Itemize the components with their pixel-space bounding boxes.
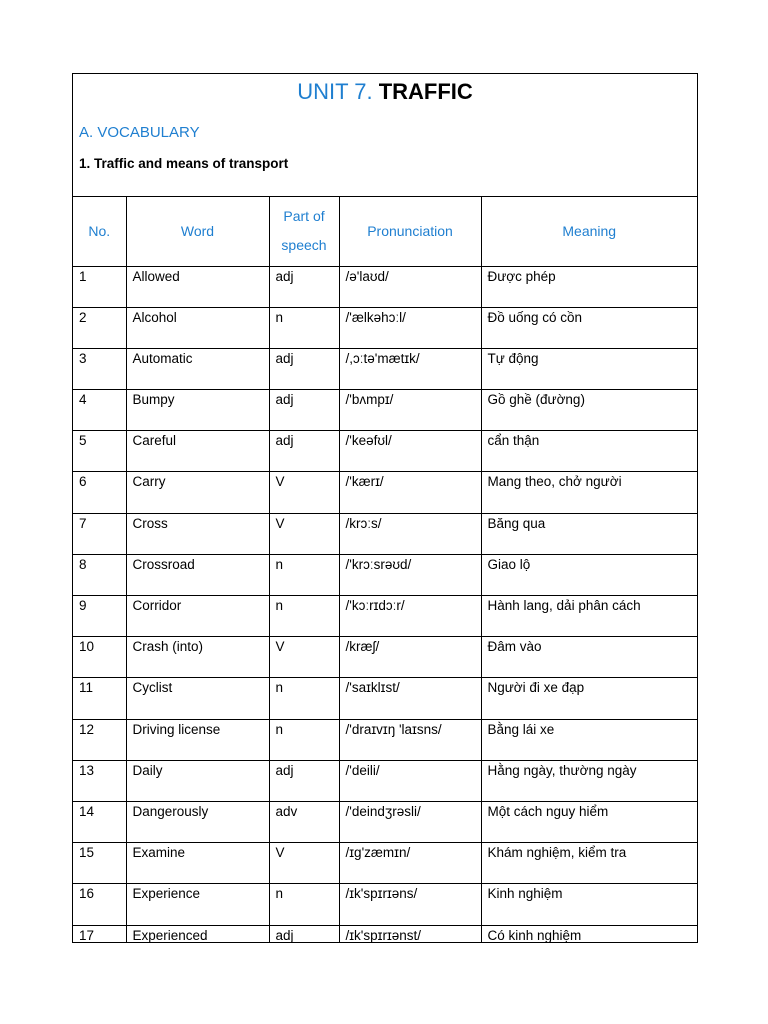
cell-meaning: Đồ uống có cồn [481,307,697,348]
cell-pronunciation: /'krɔːsrəʊd/ [339,554,481,595]
cell-part-of-speech: adv [269,801,339,842]
cell-number: 6 [73,472,126,513]
table-row [73,884,697,925]
cell-part-of-speech: n [269,596,339,637]
table-row [73,554,697,595]
cell-meaning: Hành lang, dải phân cách [481,596,697,637]
cell-part-of-speech: V [269,843,339,884]
cell-part-of-speech: adj [269,266,339,307]
cell-part-of-speech: adj [269,431,339,472]
cell-word: Crash (into) [126,637,269,678]
cell-number: 15 [73,843,126,884]
table-row [73,925,697,943]
col-header-pronunciation: Pronunciation [339,197,481,266]
table-row [73,637,697,678]
cell-part-of-speech: adj [269,390,339,431]
cell-number: 17 [73,925,126,943]
page-header [73,74,697,197]
cell-meaning: Giao lộ [481,554,697,595]
cell-part-of-speech: n [269,678,339,719]
cell-word: Carry [126,472,269,513]
col-header-word: Word [126,197,269,266]
cell-word: Examine [126,843,269,884]
col-header-no: No. [73,197,126,266]
cell-number: 11 [73,678,126,719]
vocabulary-table [73,197,697,943]
cell-meaning: Gồ ghề (đường) [481,390,697,431]
cell-pronunciation: /'deili/ [339,760,481,801]
cell-meaning: Bằng lái xe [481,719,697,760]
table-header-row [73,197,697,266]
col-header-part-of-speech: Part of speech [269,197,339,266]
table-row [73,801,697,842]
cell-meaning: Tự động [481,348,697,389]
cell-meaning: cẩn thận [481,431,697,472]
cell-meaning: Mang theo, chở người [481,472,697,513]
cell-word: Automatic [126,348,269,389]
page-title [73,77,697,107]
cell-word: Alcohol [126,307,269,348]
cell-number: 14 [73,801,126,842]
section-heading: A. VOCABULARY [79,124,200,141]
cell-number: 13 [73,760,126,801]
cell-part-of-speech: n [269,719,339,760]
table-row [73,390,697,431]
cell-part-of-speech: adj [269,925,339,943]
cell-word: Cyclist [126,678,269,719]
cell-meaning: Có kinh nghiệm [487,927,582,943]
cell-pronunciation: /ɪg'zæmɪn/ [339,843,481,884]
cell-part-of-speech: V [269,637,339,678]
unit-label: UNIT 7. [297,79,373,104]
table-row [73,513,697,554]
cell-part-of-speech: V [269,513,339,554]
cell-word: Driving license [126,719,269,760]
cell-meaning: Một cách nguy hiểm [481,801,697,842]
cell-word: Corridor [126,596,269,637]
cell-number: 12 [73,719,126,760]
table-row [73,431,697,472]
cell-pronunciation: /ɪk'spɪrɪəns/ [339,884,481,925]
cell-pronunciation: /'deindʒrəsli/ [339,801,481,842]
cell-number: 5 [73,431,126,472]
cell-pronunciation: /ɪk'spɪrɪənst/ [339,925,481,943]
cell-meaning: Hằng ngày, thường ngày [481,760,697,801]
cell-number: 3 [73,348,126,389]
cell-number: 8 [73,554,126,595]
table-row [73,760,697,801]
cell-part-of-speech: n [269,884,339,925]
cell-pronunciation: /'kɔːrɪdɔːr/ [339,596,481,637]
cell-word: Experienced [126,925,269,943]
cell-word: Careful [126,431,269,472]
cell-pronunciation: /krɔːs/ [339,513,481,554]
cell-number: 10 [73,637,126,678]
cell-pronunciation: /'kærɪ/ [339,472,481,513]
table-body [73,266,697,943]
cell-meaning: Người đi xe đạp [481,678,697,719]
col-header-meaning: Meaning [481,197,697,266]
cell-meaning: Băng qua [481,513,697,554]
subsection-heading: 1. Traffic and means of transport [79,156,289,171]
cell-word: Daily [126,760,269,801]
cell-meaning: Đâm vào [481,637,697,678]
cell-word: Crossroad [126,554,269,595]
cell-number: 7 [73,513,126,554]
cell-part-of-speech: n [269,554,339,595]
table-row [73,678,697,719]
cell-pronunciation: /'keəfʊl/ [339,431,481,472]
cell-meaning: Được phép [481,266,697,307]
cell-pronunciation: /'saɪklɪst/ [339,678,481,719]
cell-part-of-speech: adj [269,760,339,801]
cell-meaning: Khám nghiệm, kiểm tra [481,843,697,884]
table-row [73,843,697,884]
cell-pronunciation: /kræʃ/ [339,637,481,678]
cell-pronunciation: /,ɔːtə'mætɪk/ [339,348,481,389]
cell-meaning: Kinh nghiệm [481,884,697,925]
table-row [73,472,697,513]
table-row [73,266,697,307]
cell-word: Dangerously [126,801,269,842]
unit-topic: TRAFFIC [378,79,473,104]
cell-word: Allowed [126,266,269,307]
document-page [72,73,698,943]
cell-number: 16 [73,884,126,925]
table-row [73,307,697,348]
cell-part-of-speech: n [269,307,339,348]
cell-number: 4 [73,390,126,431]
cell-part-of-speech: adj [269,348,339,389]
cell-number: 9 [73,596,126,637]
cell-word: Bumpy [126,390,269,431]
cell-word: Cross [126,513,269,554]
cell-number: 2 [73,307,126,348]
table-row [73,596,697,637]
cell-pronunciation: /'bʌmpɪ/ [339,390,481,431]
cell-word: Experience [126,884,269,925]
cell-part-of-speech: V [269,472,339,513]
cell-number: 1 [73,266,126,307]
table-row [73,348,697,389]
table-row [73,719,697,760]
cell-pronunciation: /ə'laʊd/ [339,266,481,307]
cell-pronunciation: /'ælkəhɔːl/ [339,307,481,348]
cell-pronunciation: /'draɪvɪŋ 'laɪsns/ [339,719,481,760]
